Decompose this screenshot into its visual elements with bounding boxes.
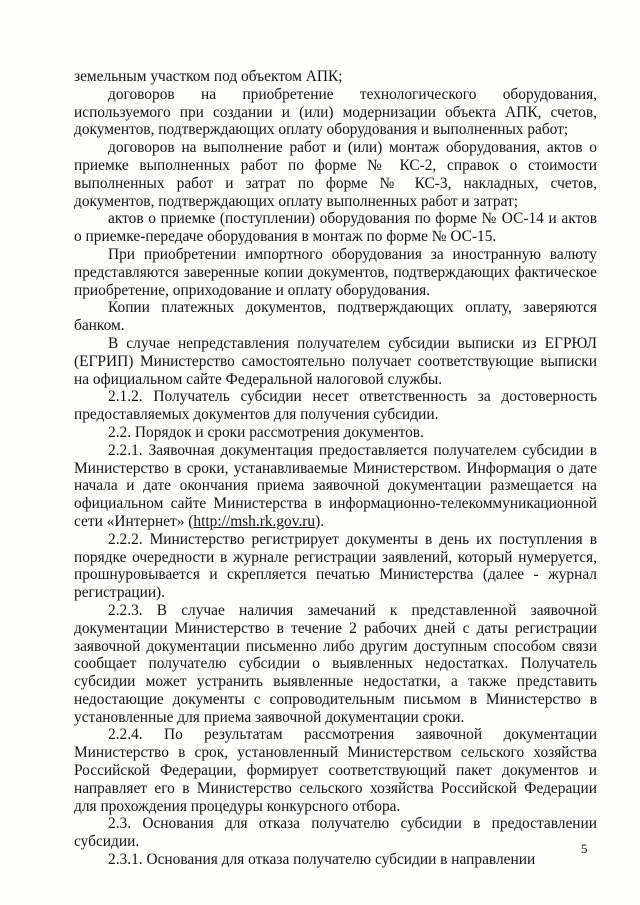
paragraph-acceptance-acts: актов о приемке (поступлении) оборудования по форме № ОС-14 и актов о приемке-передаче оборудования в монтаж по форме № ОС-15. bbox=[74, 210, 597, 246]
paragraph-2-1-2: 2.1.2. Получатель субсидии несет ответственность за достоверность предоставляемых документов для получения субсидии. bbox=[74, 388, 597, 424]
paragraph-imported-equipment: При приобретении импортного оборудования за иностранную валюту представляются заверенные копии документов, подтверждающих фактическое приобретение, оприходование и оплату оборудования. bbox=[74, 245, 597, 299]
ministry-website-link[interactable]: http://msh.rk.gov.ru bbox=[193, 512, 316, 530]
paragraph-2-2-4: 2.2.4. По результатам рассмотрения заявочной документации Министерство в срок, установленный Министерством сельского хозяйства Российской Федерации, формирует соответствующий пакет документов и направляет его в Министерство сельского хозяйства Российской Федерации для прохождения процедуры конкурсного отбора. bbox=[74, 726, 597, 815]
paragraph-2-3-heading: 2.3. Основания для отказа получателю субсидии в предоставлении субсидии. bbox=[74, 815, 597, 851]
paragraph-works-contracts: договоров на выполнение работ и (или) монтаж оборудования, актов о приемке выполненных работ по форме № КС-2, справок о стоимости выполненных работ и затрат по форме № КС-3, накладных, счетов, документов, подтверждающих оплату выполненных работ и затрат; bbox=[74, 139, 597, 210]
paragraph-2-2-1-text: 2.2.1. Заявочная документация предоставляется получателем субсидии в Министерство в сроки, устанавливаемые Министерством. Информация о дате начала и дате окончания приема заявочной документации размещается на официальном сайте Министерства в информационно-телекоммуникационной сети «Интернет» ( bbox=[74, 441, 597, 530]
paragraph-2-2-2: 2.2.2. Министерство регистрирует документы в день их поступления в порядке очередности в журнале регистрации заявлений, который нумеруется, прошнуровывается и скрепляется печатью Министерства (далее - журнал регистрации). bbox=[74, 530, 597, 602]
paragraph-equipment-contracts: договоров на приобретение технологического оборудования, используемого при создании и (или) модернизации объекта АПК, счетов, документов, подтверждающих оплату оборудования и выполненных работ; bbox=[74, 85, 597, 139]
paragraph-land-plot: земельным участком под объектом АПК; bbox=[74, 68, 343, 85]
paragraph-egrul-extract: В случае непредставления получателем субсидии выписки из ЕГРЮЛ (ЕГРИП) Министерство самостоятельно получает соответствующие выписки на официальном сайте Федеральной налоговой службы. bbox=[74, 334, 597, 388]
paragraph-payment-copies: Копии платежных документов, подтверждающих оплату, заверяются банком. bbox=[74, 299, 597, 335]
paragraph-2-2-heading: 2.2. Порядок и сроки рассмотрения документов. bbox=[108, 423, 424, 441]
document-body bbox=[74, 68, 597, 869]
paragraph-2-2-1 bbox=[74, 442, 597, 531]
paragraph-2-2-1-end: ). bbox=[315, 512, 325, 530]
paragraph-2-3-1: 2.3.1. Основания для отказа получателю субсидии в направлении bbox=[108, 851, 536, 869]
page-number: 5 bbox=[581, 841, 588, 856]
paragraph-2-2-3: 2.2.3. В случае наличия замечаний к представленной заявочной документации Министерство в течение 2 рабочих дней с даты регистрации заявочной документации письменно либо другим доступным способом связи сообщает получателю субсидии о выявленных недостатках. Получатель субсидии может устранить выявленные недостатки, а также представить недостающие документы с сопроводительным письмом в Министерство в установленные для приема заявочной документации сроки. bbox=[74, 601, 597, 726]
